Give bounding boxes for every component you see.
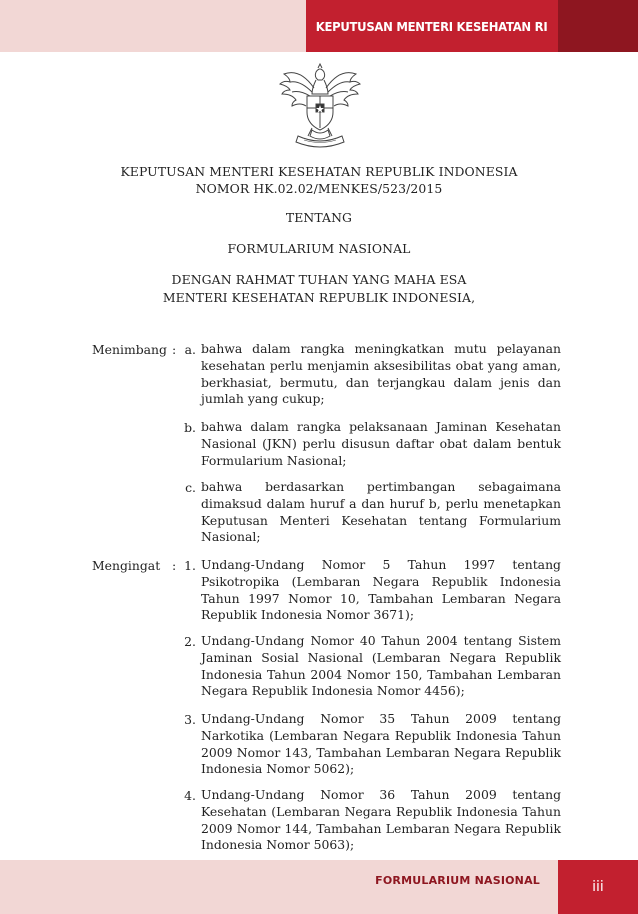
- mengingat-marker-3: 3.: [184, 712, 196, 727]
- garuda-pancasila-emblem: [274, 62, 366, 154]
- header-title-box: [306, 0, 558, 52]
- mengingat-item-1: Undang-Undang Nomor 5 Tahun 1997 tentang Psikotropika (Lembaran Negara Republik Indonesia Tahun 1997 Nomor 10, Tambahan Lembaran Negara Republik Indonesia Nomor 3671);: [201, 557, 561, 623]
- page-number: iii: [592, 879, 604, 895]
- header-title: KEPUTUSAN MENTERI KESEHATAN RI: [316, 18, 548, 34]
- menimbang-item-b: bahwa dalam rangka pelaksanaan Jaminan Kesehatan Nasional (JKN) perlu disusun daftar obat dalam bentuk Formularium Nasional;: [201, 419, 561, 468]
- page-number-box: [558, 860, 638, 914]
- mengingat-item-4: Undang-Undang Nomor 36 Tahun 2009 tentang Kesehatan (Lembaran Negara Republik Indonesia Tahun 2009 Nomor 144, Tambahan Lembaran Negara Republik Indonesia Nomor 5063);: [201, 787, 561, 853]
- mengingat-item-2: Undang-Undang Nomor 40 Tahun 2004 tentang Sistem Jaminan Sosial Nasional (Lembaran Negara Republik Indonesia Tahun 2004 Nomor 150, Tambahan Lembaran Negara Republik Indonesia Nomor 4456);: [201, 633, 561, 699]
- mengingat-marker-1: 1.: [184, 558, 196, 573]
- mengingat-colon: :: [172, 558, 177, 573]
- menimbang-marker-a: a.: [184, 342, 196, 357]
- menimbang-label: Menimbang: [92, 342, 167, 357]
- footer-title: FORMULARIUM NASIONAL: [375, 874, 540, 887]
- menimbang-marker-b: b.: [184, 420, 196, 435]
- header-corner-block: [558, 0, 638, 52]
- rahmat-line: DENGAN RAHMAT TUHAN YANG MAHA ESA: [171, 272, 467, 287]
- menimbang-colon: :: [172, 342, 177, 357]
- decree-title: KEPUTUSAN MENTERI KESEHATAN REPUBLIK INDONESIA: [120, 164, 518, 179]
- mengingat-marker-4: 4.: [184, 788, 196, 803]
- footer-band: [0, 860, 638, 914]
- decree-number: NOMOR HK.02.02/MENKES/523/2015: [195, 181, 443, 196]
- menimbang-item-a: bahwa dalam rangka meningkatkan mutu pelayanan kesehatan perlu menjamin aksesibilitas obat yang aman, berkhasiat, bermutu, dan terjangkau dalam jenis dan jumlah yang cukup;: [201, 341, 561, 407]
- menteri-line: MENTERI KESEHATAN REPUBLIK INDONESIA,: [162, 290, 476, 305]
- menimbang-item-c: bahwa berdasarkan pertimbangan sebagaimana dimaksud dalam huruf a dan huruf b, perlu menetapkan Keputusan Menteri Kesehatan tentang Formularium Nasional;: [201, 479, 561, 545]
- subject-heading: FORMULARIUM NASIONAL: [227, 241, 411, 256]
- mengingat-marker-2: 2.: [184, 634, 196, 649]
- menimbang-marker-c: c.: [185, 480, 196, 495]
- tentang-heading: TENTANG: [285, 210, 353, 225]
- mengingat-item-3: Undang-Undang Nomor 35 Tahun 2009 tentang Narkotika (Lembaran Negara Republik Indonesia Tahun 2009 Nomor 143, Tambahan Lembaran Negara Republik Indonesia Nomor 5062);: [201, 711, 561, 777]
- mengingat-label: Mengingat: [92, 558, 161, 573]
